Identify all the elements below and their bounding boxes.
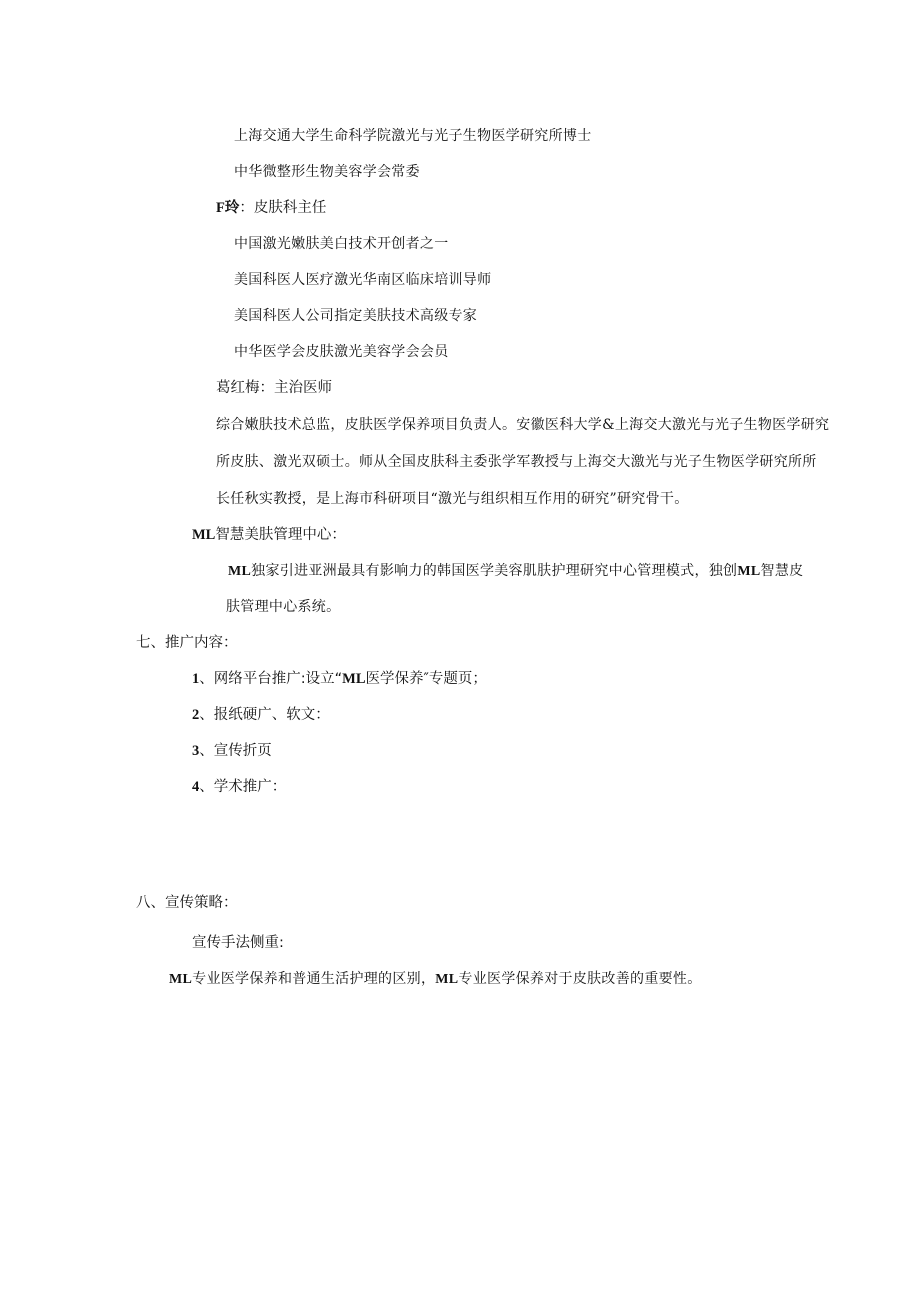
section8-ml-1: ML — [169, 972, 193, 987]
section7-item-3 — [192, 741, 272, 761]
center-heading-ml: ML — [192, 527, 216, 543]
doctor3-name: 葛红梅 — [216, 380, 260, 396]
section8-subheading: 宣传手法侧重: — [192, 935, 284, 951]
doctor3-bio-line-1: 综合嫩肤技术总监，皮肤医学保养项目负责人。安徽医科大学&上海交大激光与光子生物医学研究 — [216, 417, 830, 433]
section8-text-1: 专业医学保养和普通生活护理的区别， — [192, 971, 436, 987]
doctor1-credential-2: 中华微整形生物美容学会常委 — [234, 164, 420, 180]
section7-heading: 七、推广内容： — [136, 635, 238, 651]
section7-item-1-ml: ML — [342, 671, 366, 687]
doctor2-credential-4: 中华医学会皮肤激光美容学会会员 — [234, 344, 449, 360]
section7-item-4-text: 、学术推广： — [199, 779, 287, 795]
section7-item-4-num: 4 — [192, 779, 200, 795]
doctor2-name: F玲 — [216, 200, 240, 216]
doctor3-title: 主治医师 — [274, 380, 332, 396]
section8-heading: 八、宣传策略： — [136, 895, 238, 911]
section7-item-2-num: 2 — [192, 707, 200, 723]
section7-item-1 — [192, 669, 487, 689]
doctor3-bio-line-3: 长任秋实教授，是上海市科研项目“激光与组织相互作用的研究”研究骨干。 — [216, 491, 689, 507]
center-desc-text: 独家引进亚洲最具有影响力的韩国医学美容肌肤护理研究中心管理模式，独创 — [251, 563, 738, 579]
section7-item-1-text-a: 、网络平台推广:设立“ — [199, 671, 343, 687]
section7-item-3-num: 3 — [192, 743, 200, 759]
section7-item-1-num: 1 — [192, 671, 200, 687]
center-heading-text: 智慧美肤管理中心： — [215, 527, 346, 543]
section7-item-1-text-b: 医学保养″专题页； — [365, 671, 487, 687]
doctor3-heading — [216, 378, 332, 398]
section8-ml-2: ML — [435, 972, 459, 987]
doctor3-sep: ： — [259, 380, 274, 396]
center-desc-ml: ML — [228, 564, 252, 579]
doctor2-credential-1: 中国激光嫩肤美白技术开创者之一 — [234, 236, 449, 252]
center-desc-tail: 智慧皮 — [760, 563, 804, 579]
section7-item-2 — [192, 705, 330, 725]
doctor2-credential-3: 美国科医人公司指定美肤技术高级专家 — [234, 308, 478, 324]
doctor1-credential-1: 上海交通大学生命科学院激光与光子生物医学研究所博士 — [234, 128, 592, 144]
doctor2-heading — [216, 198, 326, 218]
section8-line — [169, 969, 702, 990]
doctor2-title: 皮肤科主任 — [253, 200, 327, 216]
section7-item-3-text: 、宣传折页 — [199, 743, 272, 759]
doctor2-sep: ： — [239, 200, 254, 216]
section7-item-2-text: 、报纸硬广、软文： — [199, 707, 330, 723]
center-desc-line-1 — [228, 561, 803, 582]
center-desc-ml-2: ML — [737, 564, 761, 579]
section7-item-4 — [192, 777, 286, 797]
section8-text-2: 专业医学保养对于皮肤改善的重要性。 — [458, 971, 702, 987]
doctor3-bio-line-2: 所皮肤、激光双硕士。师从全国皮肤科主委张学军教授与上海交大激光与光子生物医学研究所所 — [216, 454, 817, 470]
center-heading — [192, 525, 346, 545]
doctor2-credential-2: 美国科医人医疗激光华南区临床培训导师 — [234, 272, 492, 288]
center-desc-line-2: 肤管理中心系统。 — [226, 599, 341, 615]
